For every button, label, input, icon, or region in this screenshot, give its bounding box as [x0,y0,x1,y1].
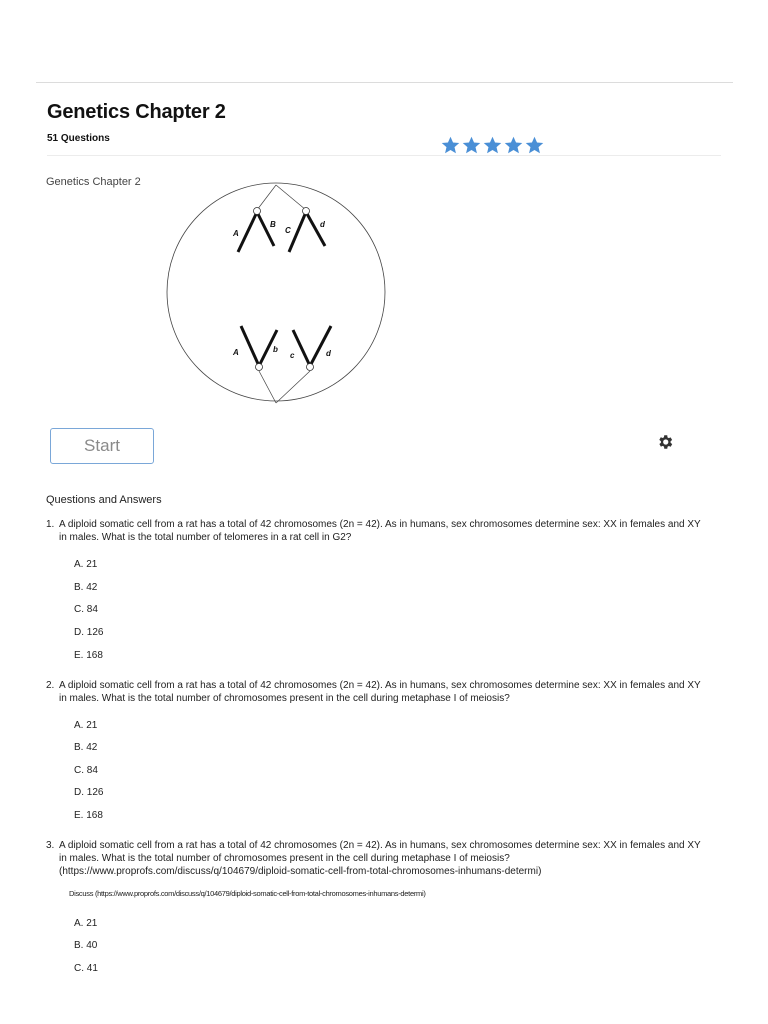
start-button[interactable]: Start [50,428,154,464]
diagram-label: d [320,220,325,229]
gear-icon[interactable] [656,433,674,451]
question-number: 1. [46,519,55,530]
question-1 [46,518,706,544]
questions-heading: Questions and Answers [46,494,162,506]
diagram-label: A [233,348,239,357]
question-number: 3. [46,840,55,851]
question-3 [46,839,706,878]
header-divider [47,155,721,156]
top-chromosome-pair-1 [238,208,274,253]
cell-division-diagram [160,180,400,412]
diagram-label: d [326,349,331,358]
question-number: 2. [46,680,55,691]
answer-option[interactable]: B. 42 [74,742,98,753]
top-divider [36,82,733,83]
answer-option[interactable]: C. 84 [74,604,98,615]
answer-option[interactable]: B. 40 [74,940,98,951]
question-2 [46,679,706,705]
star-icon[interactable] [482,135,503,156]
top-chromosome-pair-2 [289,208,325,253]
answer-option[interactable]: A. 21 [74,559,98,570]
quiz-image-label: Genetics Chapter 2 [46,176,141,188]
answer-option[interactable]: A. 21 [74,720,98,731]
bottom-chromosome-pair-1 [241,326,277,371]
star-icon[interactable] [503,135,524,156]
diagram-label: C [285,226,291,235]
diagram-label: b [273,345,278,354]
answer-option[interactable]: D. 126 [74,787,104,798]
question-count: 51 Questions [47,133,110,144]
answer-option[interactable]: D. 126 [74,627,104,638]
answer-option[interactable]: E. 168 [74,650,103,661]
discuss-link[interactable]: Discuss (https://www.proprofs.com/discuss/q/104679/diploid-somatic-cell-from-total-chromosomes-inhumans-determi) [69,889,426,898]
answer-option[interactable]: B. 42 [74,582,98,593]
answer-option[interactable]: C. 84 [74,765,98,776]
diagram-label: c [290,351,295,360]
answer-option[interactable]: A. 21 [74,918,98,929]
quiz-title: Genetics Chapter 2 [47,101,226,123]
question-text: A diploid somatic cell from a rat has a total of 42 chromosomes (2n = 42). As in humans, sex chromosomes determine sex: XX in females and XY in males. What is the total number of chromosomes present in the cell during metaphase I of meiosis? [59,680,701,704]
question-text: A diploid somatic cell from a rat has a total of 42 chromosomes (2n = 42). As in humans, sex chromosomes determine sex: XX in females and XY in males. What is the total number of chromosomes present in the cell during metaphase I of meiosis?(https://www.proprofs.com/discuss/q/104679/diploid-somatic-cell-from-total-chromosomes-inhumans-determi) [59,840,701,877]
star-icon[interactable] [461,135,482,156]
star-icon[interactable] [440,135,461,156]
cell-outline [167,183,385,401]
diagram-label: A [233,229,239,238]
question-text: A diploid somatic cell from a rat has a total of 42 chromosomes (2n = 42). As in humans, sex chromosomes determine sex: XX in females and XY in males. What is the total number of telomeres in a rat cell in G2? [59,519,701,543]
diagram-label: B [270,220,276,229]
answer-option[interactable]: C. 41 [74,963,98,974]
rating-stars[interactable] [440,135,545,156]
star-icon[interactable] [524,135,545,156]
answer-option[interactable]: E. 168 [74,810,103,821]
